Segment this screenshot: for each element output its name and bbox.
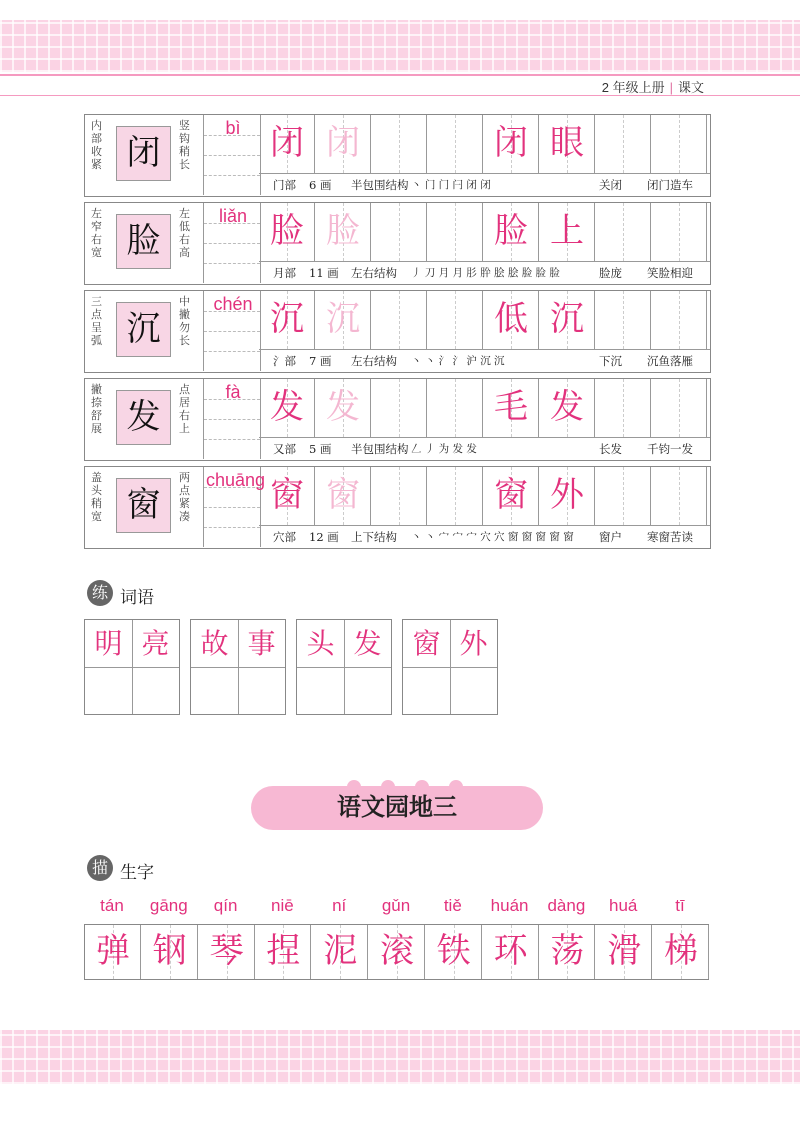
stroke-order: 丶 丶 氵 氵 沪 沉 沉 [411,355,505,367]
trace-pinyin: niē [271,896,294,915]
header-pattern-band [0,20,800,72]
trace-pinyin: tiě [443,896,462,915]
grid-cell [595,467,651,525]
grid-character: 闭 [494,123,528,163]
example-word: 关闭 [599,178,622,192]
grid-character: 脸 [494,211,528,251]
left-writing-tip: 撇捺舒展 [91,383,102,435]
grid-cell [427,379,483,437]
grid-cell [651,115,707,173]
grid-character: 发 [326,387,360,427]
pinyin-guide-line [204,527,260,528]
example-idiom: 闭门造车 [647,178,693,192]
grid-character: 沉 [550,299,584,339]
grid-character: 沉 [270,299,304,339]
pinyin-box [203,291,261,371]
word-box-divider [403,667,497,668]
pinyin-box [203,467,266,547]
word-character: 窗 [412,627,441,660]
practice-icon: 练 [87,580,113,606]
trace-character: 滑 [607,931,642,971]
trace-pinyin: tī [675,896,685,915]
example-idiom: 沉鱼落雁 [647,354,693,368]
model-character: 脸 [116,214,171,269]
grid-cell [595,379,651,437]
char-row [84,378,711,461]
word-character: 外 [459,627,488,660]
grid-cell [427,203,483,261]
grid-character: 上 [550,211,584,251]
pinyin-guide-line [204,155,260,156]
word-box [190,619,286,715]
trace-character: 荡 [550,931,585,971]
trace-character: 捏 [266,931,301,971]
character-info-line [259,525,710,548]
structure: 左右结构 [351,354,397,368]
radical: 又部 [273,442,296,456]
word-box [296,619,392,715]
trace-character: 梯 [664,931,698,971]
model-character: 窗 [116,478,171,533]
trace-character: 环 [493,931,528,971]
example-idiom: 寒窗苦读 [647,530,693,544]
grid-cell [427,291,483,349]
right-writing-tip: 左低右高 [179,207,190,259]
grid-cell [371,203,427,261]
trace-title: 生字 [120,863,154,882]
grid-character: 窗 [326,475,360,515]
trace-pinyin: gǔn [381,896,411,915]
stroke-order: 丶 丶 宀 宀 宀 穴 穴 窗 窗 窗 窗 窗 [411,531,574,543]
stroke-count: 11 画 [309,266,339,280]
right-writing-tip: 竖钩稍长 [179,119,190,171]
left-writing-tip: 三点呈弧 [91,295,102,347]
word-character: 事 [247,627,276,660]
grid-cell [595,291,651,349]
stroke-order: 丿 刀 月 月 肜 肸 脍 脍 脸 脸 脸 [411,267,560,279]
pinyin-text: fà [225,382,241,402]
pinyin-guide-line [204,351,260,352]
stroke-order: 丶 门 门 闩 闭 闭 [411,179,491,191]
left-writing-tip: 盖头稍宽 [91,471,102,523]
right-writing-tip: 点居右上 [179,383,190,435]
grid-character: 发 [550,387,584,427]
word-box-divider [85,667,179,668]
subject-label: 课文 [677,80,704,95]
example-word: 窗户 [599,530,622,544]
char-row [84,114,711,197]
writing-grid [259,291,710,349]
structure: 半包围结构 [351,178,409,192]
grid-cell [595,203,651,261]
trace-pinyin: gāng [149,896,188,915]
writing-grid [259,203,710,261]
grid-cell [371,115,427,173]
pinyin-text: liǎn [218,206,248,226]
writing-grid [259,379,710,437]
right-writing-tip: 中撇勿长 [179,295,190,347]
writing-grid [259,467,710,525]
grid-character: 闭 [270,123,304,163]
word-character: 故 [200,627,229,660]
stroke-order: 𠃋 丿 为 发 发 [411,443,477,455]
character-info-line [259,349,710,372]
grid-cell [371,467,427,525]
model-character: 沉 [116,302,171,357]
pinyin-guide-line [204,439,260,440]
radical: 门部 [273,178,296,192]
model-character: 闭 [116,126,171,181]
radical: 月部 [273,266,296,280]
practice-title: 词语 [120,588,154,607]
grid-character: 低 [494,299,528,339]
grid-cell [427,115,483,173]
grade-label: 2 年级上册 [601,80,665,95]
left-writing-tip: 内部收紧 [91,119,102,171]
pinyin-guide-line [204,243,260,244]
grid-character: 窗 [494,475,528,515]
unit-banner [251,786,543,830]
example-word: 长发 [599,442,622,456]
radical: 氵部 [273,354,296,368]
left-writing-tip: 左窄右宽 [91,207,102,259]
grid-character: 闭 [326,123,360,163]
grid-character: 脸 [270,211,304,251]
word-box [84,619,180,715]
word-character: 发 [353,627,382,660]
word-box-divider [191,667,285,668]
character-info-line [259,261,710,284]
right-writing-tip: 两点紧凑 [179,471,190,523]
pinyin-text: chén [213,294,253,314]
grid-character: 脸 [326,211,360,251]
grid-character: 外 [550,475,584,515]
trace-pinyin: tán [100,896,124,915]
trace-box [84,924,709,980]
grid-character: 眼 [550,123,584,163]
trace-pinyin: ní [332,896,347,915]
trace-character: 铁 [436,931,471,971]
trace-character: 滚 [380,931,414,971]
header-underline [0,95,800,96]
trace-character: 弹 [96,931,130,971]
grid-character: 毛 [494,387,528,427]
trace-pinyin: qín [213,896,238,915]
character-info-line [259,437,710,460]
trace-character: 泥 [323,931,358,971]
pinyin-guide-line [204,331,260,332]
grid-cell [371,379,427,437]
pinyin-guide-line [204,263,260,264]
grid-character: 发 [270,387,304,427]
pinyin-box [203,115,261,195]
stroke-count: 5 画 [309,442,332,456]
pinyin-text: chuāng [206,470,266,490]
char-row [84,290,711,373]
radical: 穴部 [273,530,296,544]
header-label: 2 年级上册 | 课文 [601,80,704,95]
trace-pinyin: dàng [547,896,586,915]
trace-character: 钢 [152,931,187,971]
writing-grid [259,115,710,173]
character-info-line [259,173,710,196]
word-box [402,619,498,715]
stroke-count: 7 画 [309,354,332,368]
stroke-count: 12 画 [309,530,339,544]
stroke-count: 6 画 [309,178,332,192]
word-character: 亮 [141,627,170,660]
example-word: 脸庞 [599,266,622,280]
grid-cell [651,379,707,437]
pinyin-guide-line [204,175,260,176]
pinyin-box [203,203,261,283]
grid-character: 窗 [270,475,304,515]
pinyin-box [203,379,261,459]
pinyin-guide-line [204,419,260,420]
header-rule [0,74,800,76]
pinyin-guide-line [204,507,260,508]
word-box-divider [297,667,391,668]
char-row [84,466,711,549]
grid-character: 沉 [326,299,360,339]
trace-icon: 描 [87,855,113,881]
pinyin-text: bì [225,118,241,138]
grid-cell [651,291,707,349]
grid-cell [595,115,651,173]
structure: 上下结构 [351,530,397,544]
char-row [84,202,711,285]
grid-cell [427,467,483,525]
structure: 半包围结构 [351,442,409,456]
word-character: 头 [306,627,335,660]
structure: 左右结构 [351,266,397,280]
grid-cell [651,467,707,525]
example-word: 下沉 [599,354,622,368]
example-idiom: 千钧一发 [647,442,693,456]
grid-cell [651,203,707,261]
trace-pinyin: huán [490,896,529,915]
word-character: 明 [94,627,123,660]
grid-cell [371,291,427,349]
model-character: 发 [116,390,171,445]
trace-character: 琴 [209,931,244,971]
trace-pinyin: huá [609,896,638,915]
example-idiom: 笑脸相迎 [647,266,693,280]
footer-pattern-band [0,1030,800,1084]
unit-banner-title: 语文园地三 [337,794,457,821]
